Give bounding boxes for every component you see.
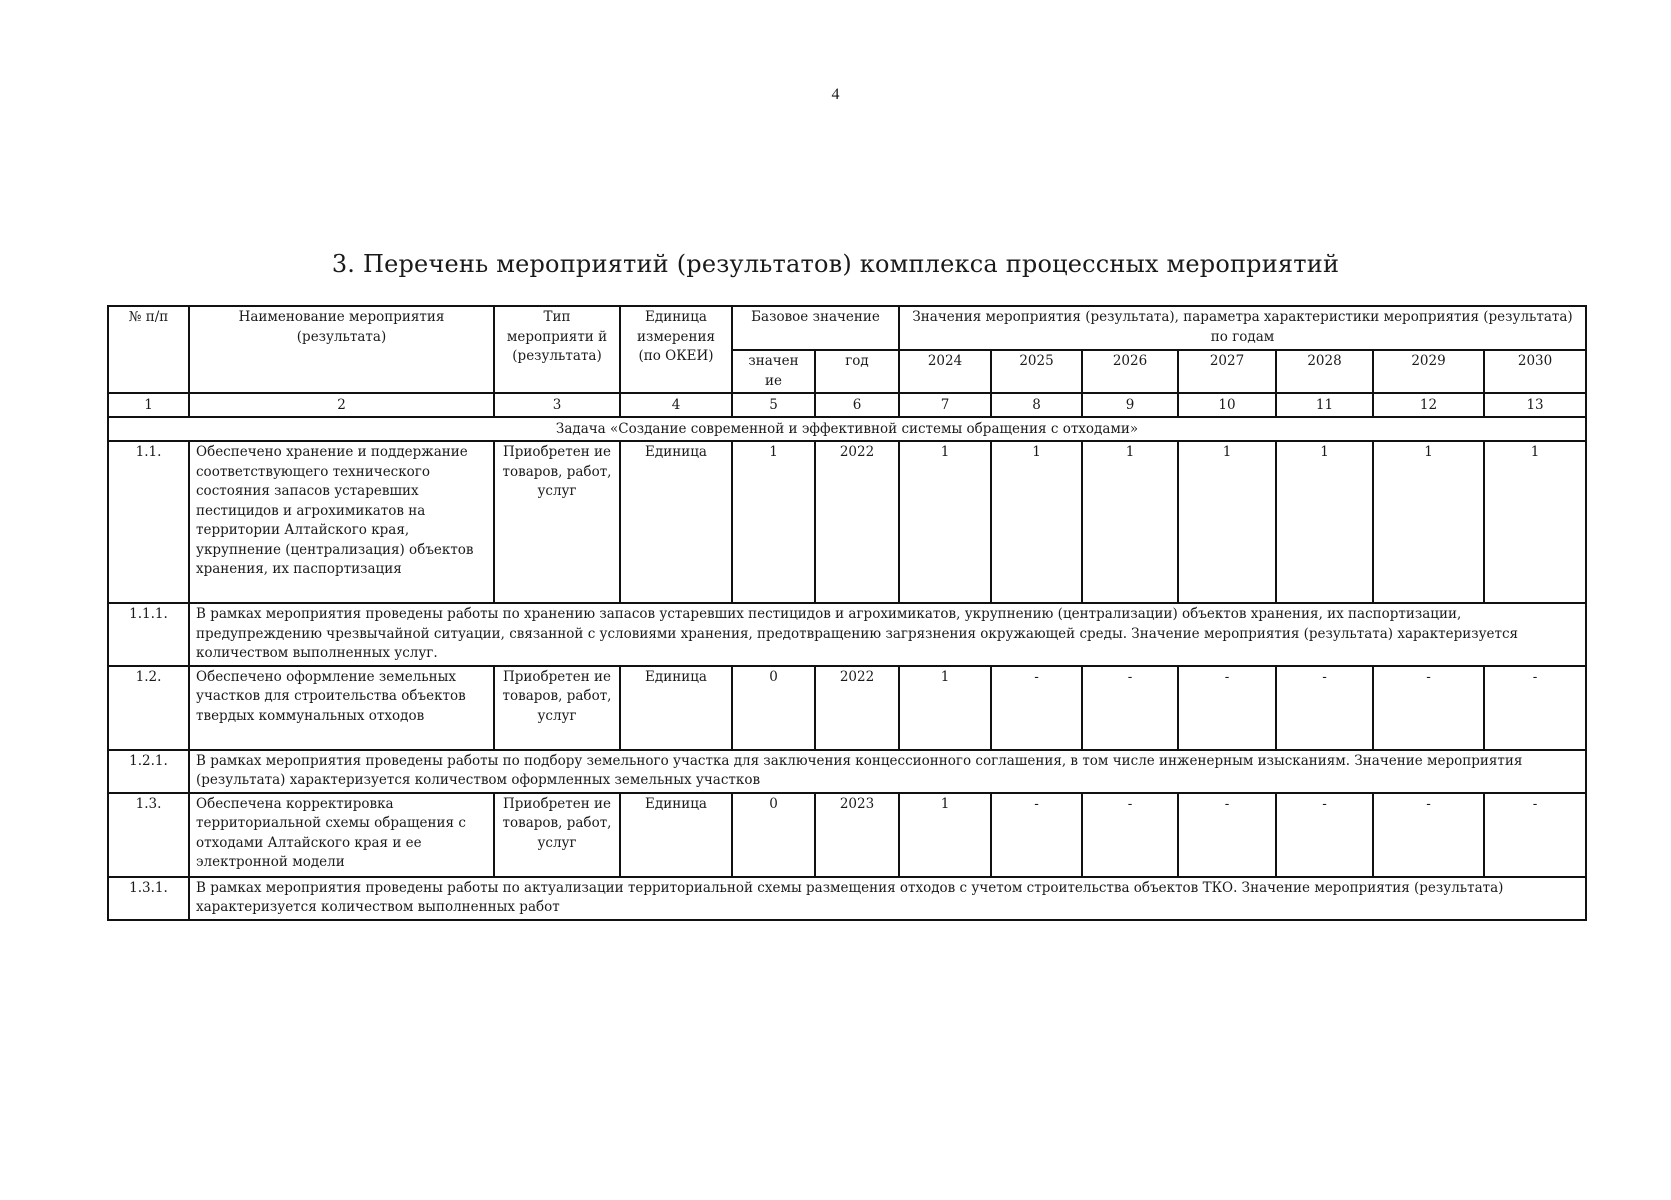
year-value: - [1373, 793, 1484, 877]
row-number: 1.1. [108, 441, 189, 603]
year-value: 1 [1178, 441, 1276, 603]
column-number: 13 [1484, 393, 1586, 417]
column-number: 4 [620, 393, 732, 417]
table-row [108, 603, 1586, 666]
event-description: В рамках мероприятия проведены работы по актуализации территориальной схемы размещения отходов с учетом строительства объектов ТКО. Значение мероприятия (результата) характеризуется количеством выполненных работ [189, 877, 1586, 920]
header-type: Тип мероприяти й (результата) [494, 306, 620, 393]
year-value: 1 [1082, 441, 1178, 603]
table-row [108, 750, 1586, 793]
year-value: - [1276, 793, 1373, 877]
year-value: 1 [991, 441, 1082, 603]
table-row [108, 666, 1586, 750]
header-row-1 [108, 306, 1586, 350]
event-unit: Единица [620, 666, 732, 750]
year-value: - [1484, 666, 1586, 750]
header-year-2026: 2026 [1082, 350, 1178, 393]
header-name: Наименование мероприятия (результата) [189, 306, 494, 393]
year-value: - [1178, 666, 1276, 750]
base-value: 0 [732, 666, 815, 750]
event-type: Приобретен ие товаров, работ, услуг [494, 793, 620, 877]
task-heading: Задача «Создание современной и эффективной системы обращения с отходами» [108, 417, 1586, 441]
event-unit: Единица [620, 793, 732, 877]
year-value: 1 [899, 793, 991, 877]
year-value: - [1082, 793, 1178, 877]
base-value: 1 [732, 441, 815, 603]
column-number: 10 [1178, 393, 1276, 417]
year-value: - [991, 793, 1082, 877]
header-base-year: год [815, 350, 899, 393]
event-description: В рамках мероприятия проведены работы по хранению запасов устаревших пестицидов и агрохимикатов, укрупнению (централизации) объектов хранения, их паспортизации, предупреждению чрезвычайной ситуации, связанной с условиями хранения, предотвращению загрязнения окружающей среды. Значение мероприятия (результата) характеризуется количеством выполненных услуг. [189, 603, 1586, 666]
header-year-2025: 2025 [991, 350, 1082, 393]
year-value: - [991, 666, 1082, 750]
column-number: 7 [899, 393, 991, 417]
table-row [108, 877, 1586, 920]
event-type: Приобретен ие товаров, работ, услуг [494, 666, 620, 750]
table-row [108, 441, 1586, 603]
column-number-row [108, 393, 1586, 417]
events-table [107, 305, 1587, 921]
event-name: Обеспечено оформление земельных участков для строительства объектов твердых коммунальных отходов [189, 666, 494, 750]
task-row [108, 417, 1586, 441]
column-number: 9 [1082, 393, 1178, 417]
year-value: - [1178, 793, 1276, 877]
event-name: Обеспечено хранение и поддержание соответствующего технического состояния запасов устаревших пестицидов и агрохимикатов на территории Алтайского края, укрупнение (централизация) объектов хранения, их паспортизация [189, 441, 494, 603]
year-value: 1 [899, 666, 991, 750]
row-number: 1.2. [108, 666, 189, 750]
event-type: Приобретен ие товаров, работ, услуг [494, 441, 620, 603]
header-num: № п/п [108, 306, 189, 393]
header-year-2024: 2024 [899, 350, 991, 393]
header-unit: Единица измерения (по ОКЕИ) [620, 306, 732, 393]
column-number: 6 [815, 393, 899, 417]
row-number: 1.3. [108, 793, 189, 877]
column-number: 1 [108, 393, 189, 417]
page-title: 3. Перечень мероприятий (результатов) комплекса процессных мероприятий [331, 250, 1340, 278]
header-year-2027: 2027 [1178, 350, 1276, 393]
event-unit: Единица [620, 441, 732, 603]
header-base: Базовое значение [732, 306, 899, 350]
base-value: 0 [732, 793, 815, 877]
row-number: 1.2.1. [108, 750, 189, 793]
row-number: 1.3.1. [108, 877, 189, 920]
base-year: 2022 [815, 666, 899, 750]
year-value: - [1373, 666, 1484, 750]
base-year: 2022 [815, 441, 899, 603]
column-number: 8 [991, 393, 1082, 417]
year-value: - [1082, 666, 1178, 750]
row-number: 1.1.1. [108, 603, 189, 666]
year-value: 1 [1484, 441, 1586, 603]
year-value: - [1276, 666, 1373, 750]
base-year: 2023 [815, 793, 899, 877]
year-value: 1 [899, 441, 991, 603]
header-base-value: значен ие [732, 350, 815, 393]
column-number: 3 [494, 393, 620, 417]
year-value: - [1484, 793, 1586, 877]
year-value: 1 [1276, 441, 1373, 603]
column-number: 11 [1276, 393, 1373, 417]
column-number: 2 [189, 393, 494, 417]
event-description: В рамках мероприятия проведены работы по подбору земельного участка для заключения концессионного соглашения, в том числе инженерным изысканиям. Значение мероприятия (результата) характеризуется количеством оформленных земельных участков [189, 750, 1586, 793]
header-years-group: Значения мероприятия (результата), параметра характеристики мероприятия (результата) по годам [899, 306, 1586, 350]
page-number: 4 [831, 86, 840, 103]
event-name: Обеспечена корректировка территориальной схемы обращения с отходами Алтайского края и ее электронной модели [189, 793, 494, 877]
header-year-2030: 2030 [1484, 350, 1586, 393]
column-number: 12 [1373, 393, 1484, 417]
header-year-2028: 2028 [1276, 350, 1373, 393]
header-year-2029: 2029 [1373, 350, 1484, 393]
year-value: 1 [1373, 441, 1484, 603]
table-row [108, 793, 1586, 877]
column-number: 5 [732, 393, 815, 417]
